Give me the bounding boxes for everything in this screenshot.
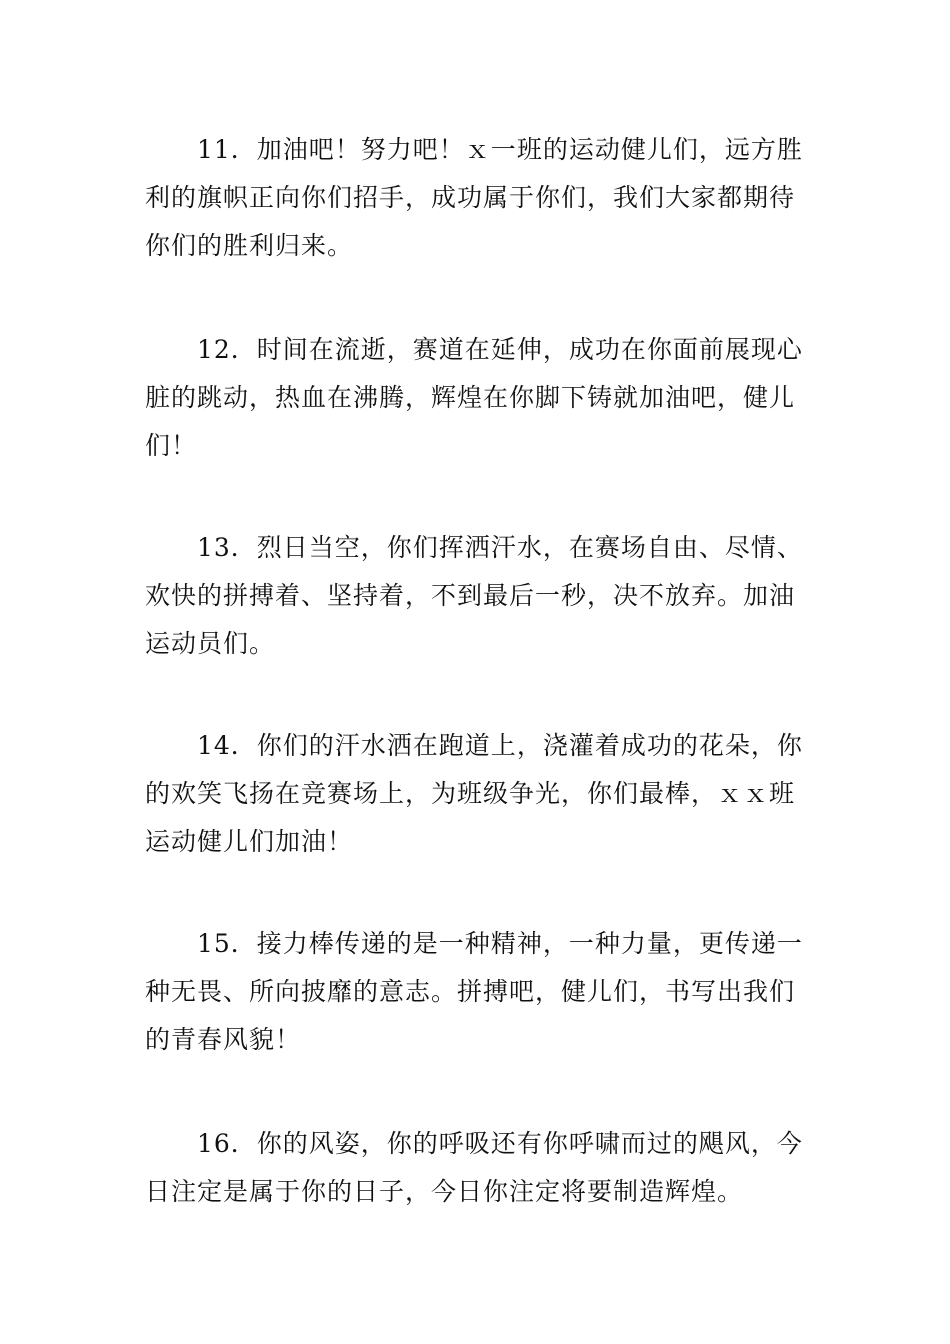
paragraph-11 [145, 126, 803, 270]
paragraph-line: 种无畏、所向披靡的意志。拼搏吧，健儿们，书写出我们 [145, 977, 796, 1006]
paragraph-15 [145, 920, 803, 1064]
paragraph-line: 的欢笑飞扬在竞赛场上，为班级争光，你们最棒，ｘｘ班 [145, 779, 796, 808]
paragraph-line: 日注定是属于你的日子，今日你注定将要制造辉煌。 [145, 1177, 744, 1206]
paragraph-line: 运动员们。 [145, 629, 276, 658]
paragraph-line: 们！ [145, 431, 198, 460]
paragraph-line: 15．接力棒传递的是一种精神，一种力量，更传递一 [197, 929, 803, 958]
paragraph-line: 的青春风貌！ [145, 1025, 302, 1054]
paragraph-line: 16．你的风姿，你的呼吸还有你呼啸而过的飓风，今 [197, 1129, 803, 1158]
paragraph-13 [145, 524, 803, 668]
paragraph-line: 14．你们的汗水洒在跑道上，浇灌着成功的花朵，你 [197, 731, 803, 760]
paragraph-line: 11．加油吧！努力吧！ｘ一班的运动健儿们，远方胜 [197, 135, 803, 164]
paragraph-line: 利的旗帜正向你们招手，成功属于你们，我们大家都期待 [145, 183, 796, 212]
paragraph-line: 脏的跳动，热血在沸腾，辉煌在你脚下铸就加油吧，健儿 [145, 383, 796, 412]
paragraph-16 [145, 1120, 803, 1216]
paragraph-line: 运动健儿们加油！ [145, 827, 354, 856]
paragraph-line: 你们的胜利归来。 [145, 231, 354, 260]
paragraph-line: 12．时间在流逝，赛道在延伸，成功在你面前展现心 [197, 335, 803, 364]
paragraph-12 [145, 326, 803, 470]
paragraph-line: 欢快的拼搏着、坚持着，不到最后一秒，决不放弃。加油 [145, 581, 796, 610]
paragraph-line: 13．烈日当空，你们挥洒汗水，在赛场自由、尽情、 [197, 533, 803, 562]
paragraph-14 [145, 722, 803, 866]
